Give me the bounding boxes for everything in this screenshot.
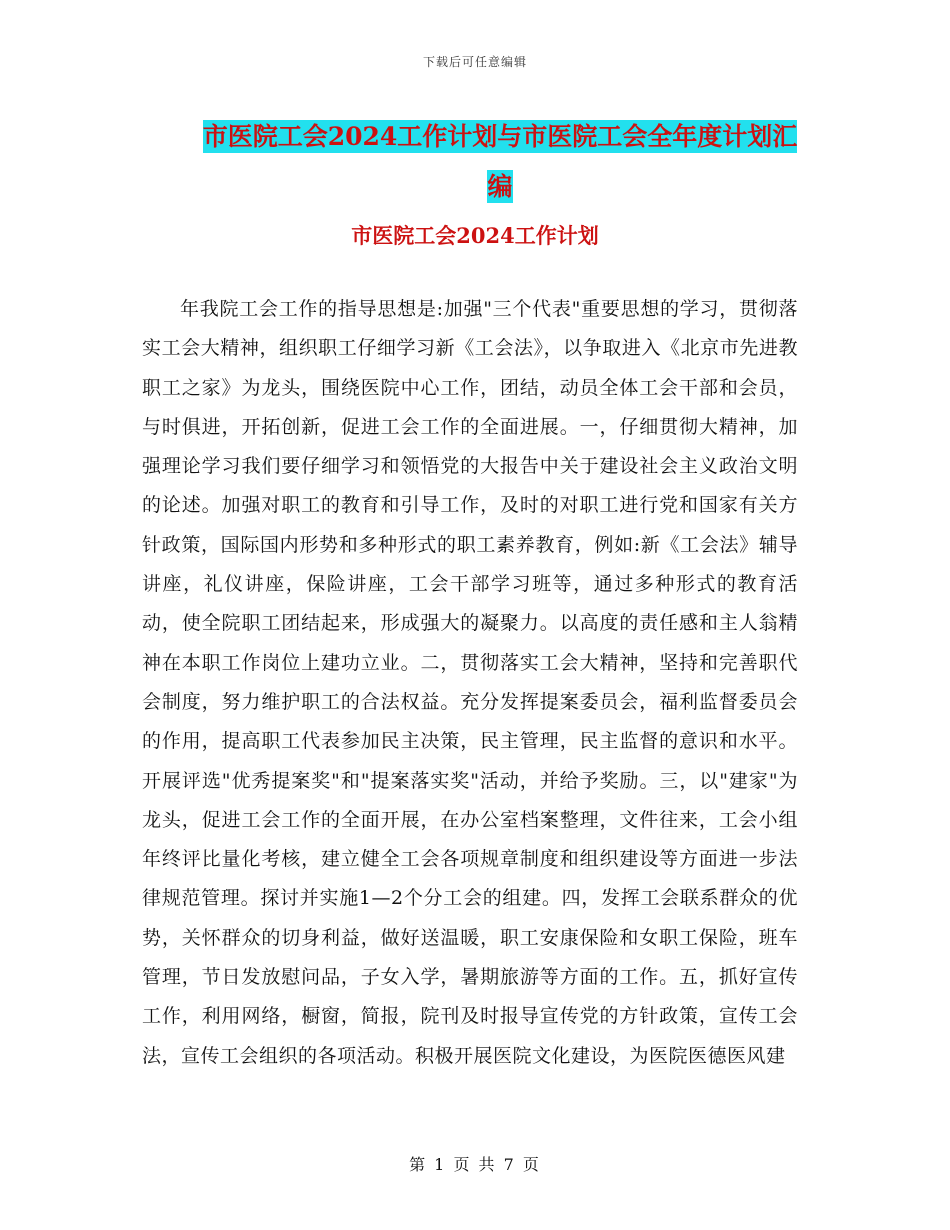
header-note: 下载后可任意编辑 <box>422 55 527 69</box>
page-number-footer: 第 1 页 共 7 页 <box>409 1155 541 1174</box>
document-title <box>140 112 860 212</box>
document-title-line-1: 市医院工会2024工作计划与市医院工会全年度计划汇 <box>202 122 798 151</box>
document-title-line-2: 编 <box>487 172 513 201</box>
body-paragraph: 年我院工会工作的指导思想是:加强"三个代表"重要思想的学习，贯彻落实工会大精神，组织职工仔细学习新《工会法》，以争取进入《北京市先进教职工之家》为龙头，围绕医院中心工作，团结，动员全体工会干部和会员，与时俱进，开拓创新，促进工会工作的全面进展。一，仔细贯彻大精神，加强理论学习我们要仔细学习和领悟党的大报告中关于建设社会主义政治文明的论述。加强对职工的教育和引导工作，及时的对职工进行党和国家有关方针政策，国际国内形势和多种形式的职工素养教育，例如:新《工会法》辅导讲座，礼仪讲座，保险讲座，工会干部学习班等，通过多种形式的教育活动，使全院职工团结起来，形成强大的凝聚力。以高度的责任感和主人翁精神在本职工作岗位上建功立业。二，贯彻落实工会大精神，坚持和完善职代会制度，努力维护职工的合法权益。充分发挥提案委员会，福利监督委员会的作用，提高职工代表参加民主决策，民主管理，民主监督的意识和水平。开展评选"优秀提案奖"和"提案落实奖"活动，并给予奖励。三，以"建家"为龙头，促进工会工作的全面开展，在办公室档案整理，文件往来，工会小组年终评比量化考核，建立健全工会各项规章制度和组织建设等方面进一步法律规范管理。探讨并实施1—2个分工会的组建。四，发挥工会联系群众的优势，关怀群众的切身利益，做好送温暖，职工安康保险和女职工保险，班车管理，节日发放慰问品，子女入学，暑期旅游等方面的工作。五，抓好宣传工作，利用网络，橱窗，简报，院刊及时报导宣传党的方针政策，宣传工会法，宣传工会组织的各项活动。积极开展医院文化建设，为医院医德医风建 <box>142 298 798 1067</box>
section-title: 市医院工会2024工作计划 <box>351 223 599 248</box>
